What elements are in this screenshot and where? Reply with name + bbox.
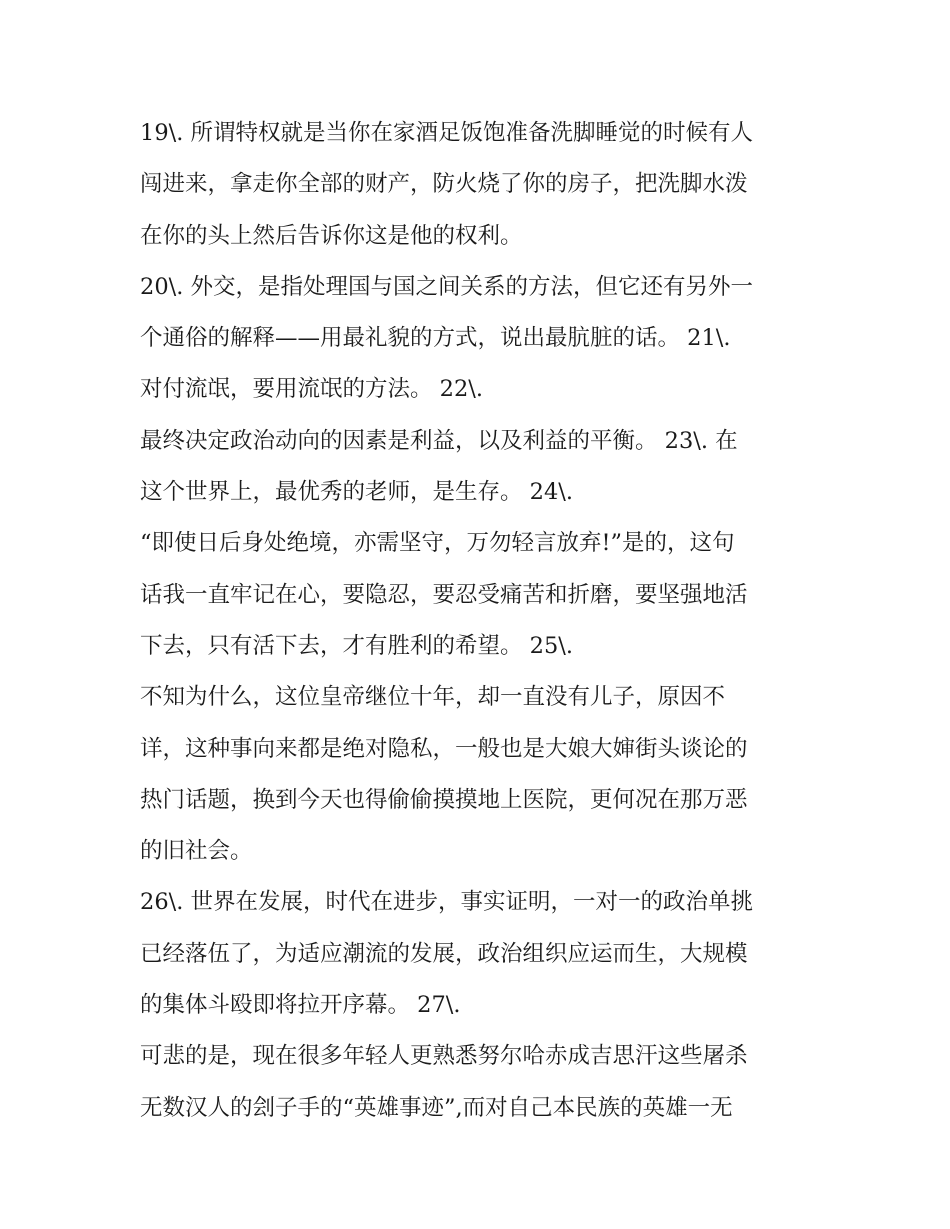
text-line: 话我一直牢记在心，要隐忍，要忍受痛苦和折磨，要坚强地活 <box>140 581 748 608</box>
text-line: 在你的头上然后告诉你这是他的权利。 <box>140 222 523 249</box>
text-line: 的旧社会。 <box>140 838 253 865</box>
text-line: 这个世界上，最优秀的老师，是生存。 24\. <box>140 479 574 506</box>
text-line: 26\. 世界在发展，时代在进步，事实证明，一对一的政治单挑 <box>140 889 754 916</box>
text-line: “即使日后身处绝境，亦需坚守，万勿轻言放弃!”是的，这句 <box>140 530 735 557</box>
text-line: 个通俗的解释——用最礼貌的方式，说出最肮脏的话。 21\. <box>140 325 731 352</box>
text-line: 不知为什么，这位皇帝继位十年，却一直没有儿子，原因不 <box>140 684 726 711</box>
text-line: 闯进来，拿走你全部的财产，防火烧了你的房子，把洗脚水泼 <box>140 171 748 198</box>
body-text <box>140 108 820 1134</box>
text-line: 热门话题，换到今天也得偷偷摸摸地上医院，更何况在那万恶 <box>140 786 748 813</box>
text-line: 20\. 外交，是指处理国与国之间关系的方法，但它还有另外一 <box>140 273 754 300</box>
text-line: 下去，只有活下去，才有胜利的希望。 25\. <box>140 632 574 659</box>
text-line: 详，这种事向来都是绝对隐私，一般也是大娘大婶街头谈论的 <box>140 735 748 762</box>
text-line: 已经落伍了，为适应潮流的发展，政治组织应运而生，大规模 <box>140 940 748 967</box>
text-line: 19\. 所谓特权就是当你在家酒足饭饱准备洗脚睡觉的时候有人 <box>140 120 754 146</box>
text-line: 最终决定政治动向的因素是利益，以及利益的平衡。 23\. 在 <box>140 427 738 454</box>
text-line: 无数汉人的刽子手的“英雄事迹”,而对自己本民族的英雄一无 <box>140 1094 733 1121</box>
text-line: 可悲的是，现在很多年轻人更熟悉努尔哈赤成吉思汗这些屠杀 <box>140 1043 748 1070</box>
text-line: 的集体斗殴即将拉开序幕。 27\. <box>140 992 461 1019</box>
text-line: 对付流氓，要用流氓的方法。 22\. <box>140 376 484 403</box>
